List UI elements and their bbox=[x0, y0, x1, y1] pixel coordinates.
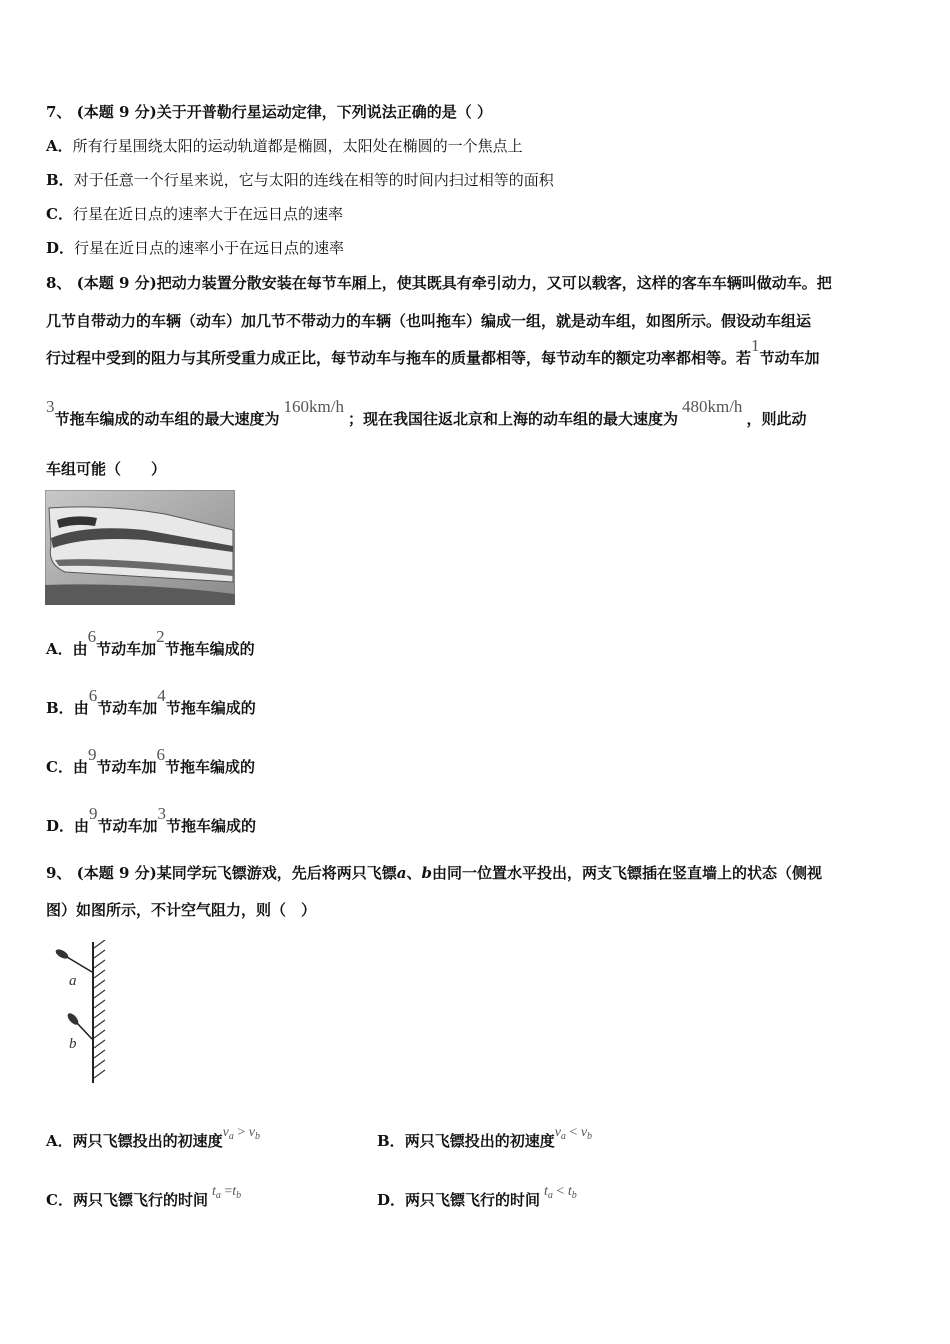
q9-option-a[interactable]: A．两只飞镖投出的初速度$v_a > v_b$ bbox=[46, 1125, 260, 1150]
q7-stem: 7、 (本题 9 分)关于开普勒行星运动定律，下列说法正确的是（ ） bbox=[46, 103, 492, 121]
q8-speed1: 160km/h bbox=[283, 397, 344, 416]
q9-option-c[interactable]: C．两只飞镖飞行的时间 $t_a =t_b$ bbox=[46, 1184, 242, 1209]
q8-option-c[interactable]: C．由9节动车加6节拖车编成的 bbox=[46, 745, 255, 776]
q8-stem-line4: 3节拖车编成的动车组的最大速度为160km/h；现在我国往返北京和上海的动车组的最大速度为480km/h，则此动 bbox=[46, 397, 807, 428]
q8-stem-line3: 行过程中受到的阻力与其所受重力成正比，每节动车与拖车的质量都相等，每节动车的额定功率都相等。若1节动车加 bbox=[46, 336, 820, 367]
q8-n3: 3 bbox=[46, 397, 55, 416]
q8-stem-line1: 8、 (本题 9 分)把动力装置分散安装在每节车厢上，使其既具有牵引动力，又可以载客，这样的客车车辆叫做动车。把 bbox=[46, 274, 832, 292]
q8-speed2: 480km/h bbox=[681, 397, 743, 416]
dart-label-b: b bbox=[69, 1036, 77, 1052]
q8-option-b[interactable]: B．由6节动车加4节拖车编成的 bbox=[46, 686, 256, 717]
q9-stem-line2: 图）如图所示，不计空气阻力，则（ ） bbox=[46, 901, 317, 919]
q9-option-b[interactable]: B．两只飞镖投出的初速度$v_a < v_b$ bbox=[377, 1125, 593, 1150]
train-photo bbox=[45, 490, 235, 605]
q7-option-d[interactable]: D．行星在近日点的速率小于在远日点的速率 bbox=[46, 239, 345, 257]
q8-option-a[interactable]: A．由6节动车加2节拖车编成的 bbox=[46, 627, 255, 658]
q7-option-c[interactable]: C．行星在近日点的速率大于在远日点的速率 bbox=[46, 205, 343, 223]
q8-stem-line2: 几节自带动力的车辆（动车）加几节不带动力的车辆（也叫拖车）编成一组，就是动车组，如图所示。假设动车组运 bbox=[46, 312, 812, 330]
dart-label-a: a bbox=[69, 973, 77, 989]
dart-figure bbox=[45, 940, 115, 1085]
q9-stem-line1: 9、 (本题 9 分)某同学玩飞镖游戏，先后将两只飞镖a、b由同一位置水平投出，两支飞镖插在竖直墙上的状态（侧视 bbox=[46, 864, 823, 882]
q8-n1: 1 bbox=[751, 336, 760, 355]
q7-option-a[interactable]: A．所有行星围绕太阳的运动轨道都是椭圆，太阳处在椭圆的一个焦点上 bbox=[46, 137, 523, 155]
q8-option-d[interactable]: D．由9节动车加3节拖车编成的 bbox=[46, 804, 257, 835]
q9-option-d[interactable]: D．两只飞镖飞行的时间 $t_a < t_b$ bbox=[377, 1184, 577, 1209]
q8-stem-line5: 车组可能（ ） bbox=[46, 460, 167, 478]
q7-option-b[interactable]: B．对于任意一个行星来说，它与太阳的连线在相等的时间内扫过相等的面积 bbox=[46, 171, 554, 189]
